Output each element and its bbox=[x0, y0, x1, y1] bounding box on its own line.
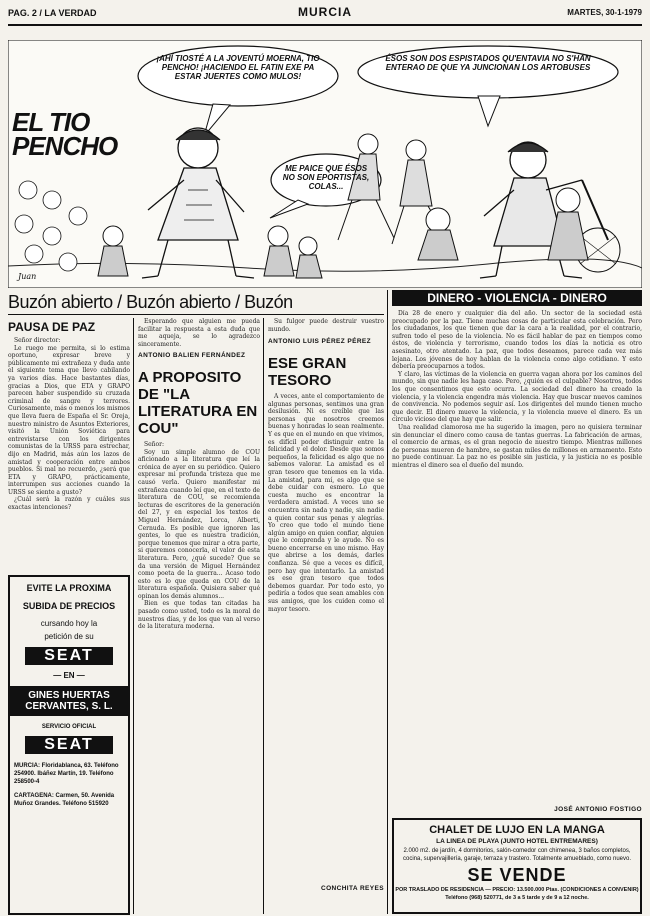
seat-advertisement bbox=[8, 575, 130, 915]
dealer-name: GINES HUERTAS bbox=[28, 690, 110, 701]
page-header bbox=[8, 6, 642, 20]
page-number: PAG. 2 / LA VERDAD bbox=[8, 8, 97, 18]
letter-pausa-de-paz bbox=[8, 320, 130, 561]
body-text: Soy un simple alumno de COU aficionado a la literatura que leí la crónica de ayer en su periódico. Quiero expresar mi profunda tristeza que me causó verla. Quiero manifestar mi extrañeza cuando leí que, en el texto de literatura de COU, se recomienda lecturas de escritores de la generación del 27, y en especial los textos de Miguel Hernández, Lorca, Alberti, Cernuda. Es posible que ignoren las gentes, lo que es nuestra tradición, porque tenemos que mirar a otra parte, si queremos conocerla, el valor de esta literatura. Pero, ¿qué sucede? Que se da una versión de Miguel Hernández como poeta de la guerra... Acaso todo esto es lo que queda en COU de la literatura española. Quisiera saber qué opinan los demás alumnos... bbox=[138, 448, 260, 600]
article-title: DINERO - VIOLENCIA - DINERO bbox=[427, 291, 607, 305]
speech-bubble-1: ¡AHÍ TIOSTÉ A LA JOVENTÚ MOERNA, TIO PENCHO! ¡HACIENDO EL FATIN EXE PA ESTAR JUERTES COMO MULOS! bbox=[156, 54, 320, 81]
letter-title: ESE GRAN TESORO bbox=[268, 355, 347, 389]
ad-details: 2.000 m2. de jardín, 4 dormitorios, salón-comedor con chimenea, 3 baños completos, cocina, supervajillería, garaje, terraza y trastero. Totalmente amueblado, como nuevo. bbox=[402, 848, 631, 862]
dealer-block bbox=[10, 686, 128, 716]
paragraph-2: Y claro, las víctimas de la violencia en guerra vagan ahora por los caminos del mundo, sin que nadie les haga caso. Pero, ¿quién es el culpable? Nosotros, todos los que consentimos que esto ocurra. La sociedad del dinero ha creado la violencia, y la violencia engendra más violencia. Hay que buscar nuevos caminos de convivencia. No podemos seguir así. Los dirigentes del mundo tienen mucho que decir. El dinero mueve la violencia, y la violencia mueve el dinero. Es un círculo vicioso del que hay que salir. bbox=[392, 370, 642, 424]
dinero-article-body bbox=[392, 310, 642, 804]
letter-column-2 bbox=[138, 318, 260, 907]
ad-line4: petición de su bbox=[44, 632, 94, 641]
speech-bubble-2: ÉSOS SON DOS ESPISTADOS QU'ENTAVIA NO S'HAN ENTERAO DE QUE YA JUNCIONAN LOS ARTOBUSES bbox=[385, 54, 591, 72]
section-title: MURCIA bbox=[298, 5, 352, 19]
letter-body bbox=[8, 337, 130, 561]
ad-line3: cursando hoy la bbox=[40, 619, 98, 628]
salutation: Señor: bbox=[144, 441, 165, 448]
cartoonist-signature: Juan bbox=[18, 272, 37, 281]
closing-text: Bien es que todas tan citadas ha pasado como usted, todo es la moral de nuestros días, y de los que van al verso de la literatura moderna. bbox=[138, 600, 260, 631]
seat-logo: SEAT bbox=[25, 647, 113, 665]
seat-logo-2: SEAT bbox=[25, 736, 113, 754]
dealer-company: CERVANTES, S. L. bbox=[25, 701, 113, 712]
ad-reason: POR TRASLADO DE RESIDENCIA — PRECIO: 13.500.000 Ptas. (CONDICIONES A CONVENIR) bbox=[395, 887, 639, 893]
closing-text: ¿Cuál será la razón y cuáles sus exactas intenciones? bbox=[8, 496, 130, 512]
letter-title: A PROPOSITO DE "LA LITERATURA EN COU" bbox=[138, 369, 258, 437]
intro-text: Su fulgor puede destruir vuestro mundo. bbox=[268, 318, 384, 333]
speech-bubble-3: ME PAICE QUE ÉSOS NO SON EPORTISTAS, COLAS... bbox=[282, 164, 370, 191]
column-rule-1 bbox=[133, 318, 134, 914]
service-label: SERVICIO OFICIAL bbox=[41, 724, 97, 730]
letter-body bbox=[268, 393, 384, 883]
ad-sale: SE VENDE bbox=[467, 865, 567, 885]
article-signer: JOSÉ ANTONIO FOSTIGO bbox=[554, 806, 642, 813]
letter-body bbox=[138, 441, 260, 907]
banner-underline bbox=[8, 314, 384, 315]
column-rule-3 bbox=[387, 290, 388, 914]
ad-en: — EN — bbox=[53, 671, 85, 680]
letters-banner: Buzón abierto / Buzón abierto / Buzón bbox=[8, 292, 293, 312]
ad-title: CHALET DE LUJO EN LA MANGA bbox=[429, 824, 605, 836]
dinero-title-bar bbox=[392, 290, 642, 306]
letter-column-3 bbox=[268, 318, 384, 892]
cartoon-title-line1: EL TIO bbox=[12, 107, 90, 137]
letter-signer-2: CONCHITA REYES bbox=[320, 885, 384, 892]
column3-intro bbox=[268, 318, 384, 334]
intro-text: Esperando que alguien me pueda facilitar la respuesta a esta duda que me aqueja, se lo agradezco sinceramente. bbox=[138, 318, 260, 348]
paragraph-1: Día 28 de enero y cualquier día del año. Un sector de la sociedad está preocupado por la paz. Tiene muchas cosas de particular esta celebración. Pero los ciudadanos, los que tienen que dar la cara a la realidad, por el contrario, sufren todo el peso de la violencia. No es fácil hablar de paz en tiempos como éstos, de violencia y terrorismo, cuando todos los días la noticia es otro asesinato, otro atentado. La paz, que todos deseamos, parece cada vez más lejana. Los jóvenes de hoy hablan de la violencia como algo cotidiano. Y esto debería preocuparnos a todos. bbox=[392, 310, 642, 371]
letter-title: PAUSA DE PAZ bbox=[8, 320, 96, 334]
cartoon-strip bbox=[8, 40, 642, 288]
letter-signer: ANTONIO BALIEN FERNÁNDEZ bbox=[138, 352, 246, 359]
issue-date: MARTES, 30-1-1979 bbox=[567, 8, 642, 17]
letter-signer: ANTONIO LUIS PÉREZ PÉREZ bbox=[268, 338, 372, 345]
body-text: Le ruego me permita, si lo estima oportuno, expresar breve y públicamente mi extrañeza y duda ante el siguiente tema que llevo cabilando ya varios días. Hace bastantes días, gracias a Dios, que ETA y GRAPO parecen haber suspendido su cruzada criminal de sangre y terrores. Curiosamente, más o menos los mismos que lleva fuera de España el Sr. Oreja, nuestro ministro de Asuntos Exteriores, visitó la Unión Soviética para entrevistarse con los dirigentes comunistas de la URSS para estrechar, dijo en Madrid, más aún los lazos de amistad y cooperación entre ambos pueblos. Si mal no recuerdo, ¿será que ETA y GRAPO, prácticamente, interrumpen sus acciones cuando la URSS se siente a gusto? bbox=[8, 344, 130, 496]
ad-line2: SUBIDA DE PRECIOS bbox=[22, 601, 116, 611]
body-text: A veces, ante el comportamiento de algunas personas, sentimos una gran desilusión. Ni es creíble que las personas que nosotros creemos buenas y honradas lo sean realmente. Y es que en el mundo en que vivimos, es difícil poder distinguir entre la felicidad y el dolor. Desde que somos pequeños, la felicidad es algo que no sabemos valorar. La amistad es el gran tesoro que tenemos en la vida. La amistad, para mí, es algo que se debe cuidar con esmero. Lo que cuesta mucho es encontrar la verdadera amistad. A veces uno se encuentra sin nada y nadie, sin nadie a quien contar sus penas y alegrías. Yo creo que todo el mundo tiene algún amigo en quien confiar, alguien que le comprenda y le ayude. No es bueno encerrarse en uno mismo. Hay que abrirse a los demás, darles confianza. Sé que a veces es difícil, pero hay que intentarlo. La amistad es ese gran tesoro que todos debemos guardar. Por todo esto, yo pediría a todos que sean amables con sus amigos, que los cuiden como el mayor tesoro. bbox=[268, 393, 384, 613]
cartoon-title bbox=[12, 107, 122, 161]
ad-subtitle: LA LINEA DE PLAYA (JUNTO HOTEL ENTREMARES) bbox=[436, 838, 598, 845]
column2-intro bbox=[138, 318, 260, 348]
ad-address-cartagena: CARTAGENA: Carmen, 50. Avenida Muñoz Grandes. Teléfono 515920 bbox=[14, 793, 115, 807]
column-rule-2 bbox=[263, 318, 264, 914]
ad-line1: EVITE LA PROXIMA bbox=[26, 583, 112, 593]
salutation: Señor director: bbox=[14, 337, 61, 344]
ad-address-murcia: MURCIA: Floridablanca, 63. Teléfono 254900. Ibáñez Martín, 19. Teléfono 258500-4 bbox=[14, 763, 119, 785]
ad-phone: Teléfono (968) 520771, de 3 a 5 tarde y de 9 a 12 noche. bbox=[445, 895, 589, 901]
cartoon-title-line2: PENCHO bbox=[12, 131, 118, 161]
paragraph-3: Una realidad clamorosa me ha sugerido la imagen, pero no quisiera terminar sin denunciar el dinero como causa de tantas guerras. La fabricación de armas, el comercio de armas, es el gran negocio de nuestro tiempo. Mientras millones de personas mueren de hambre, se gastan miles de millones en armamento. Esto no puede continuar. La paz no es posible sin justicia, y la justicia no es posible mientras el dinero sea el dueño del mundo. bbox=[392, 423, 642, 469]
chalet-advertisement bbox=[392, 818, 642, 914]
header-rule bbox=[8, 24, 642, 26]
